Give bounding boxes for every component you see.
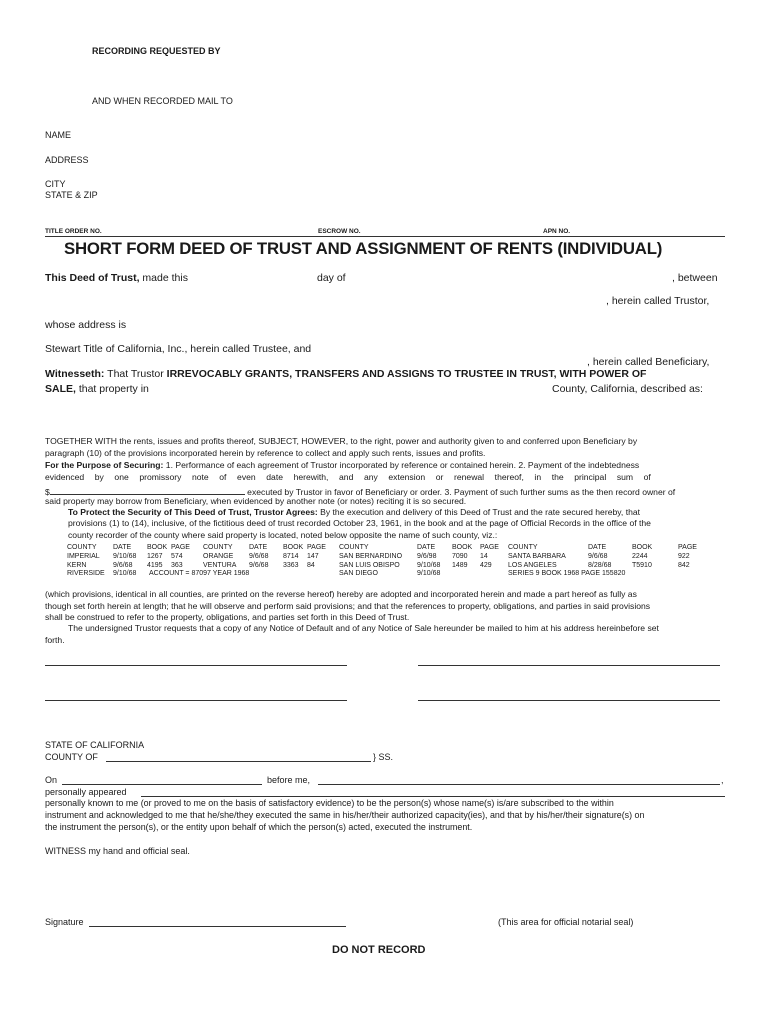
th: COUNTY	[67, 544, 97, 551]
trustor-signature-line-1[interactable]	[45, 665, 347, 666]
request-line-1: The undersigned Trustor requests that a copy of any Notice of Default and of any Notice of Sale hereunder be mailed to him at his address hereinbefore set	[68, 623, 659, 633]
th: DATE	[113, 544, 132, 551]
th: DATE	[588, 544, 607, 551]
cell: 7090	[452, 552, 468, 560]
cell: 9/10/68	[113, 552, 137, 560]
table-row	[67, 562, 708, 571]
protect-line-1	[68, 507, 640, 517]
cell: 14	[480, 552, 488, 560]
protect-bold: To Protect the Security of This Deed of Trust, Trustor Agrees:	[68, 507, 318, 517]
day-of-text: day of	[317, 272, 346, 284]
purpose-bold: For the Purpose of Securing:	[45, 460, 164, 470]
principal-sum-field[interactable]	[50, 484, 245, 495]
known-line-2: instrument and acknowledged to me that he/she/they executed the same in his/her/their authorized capacity(ies), and that by his/her/their signature(s) on	[45, 810, 645, 820]
witness-text: WITNESS my hand and official seal.	[45, 846, 190, 856]
th: BOOK	[632, 544, 653, 551]
cell: 9/6/68	[249, 561, 269, 569]
cell: KERN	[67, 561, 87, 569]
trustor-signature-line-4[interactable]	[418, 700, 720, 701]
cell: SAN DIEGO	[339, 570, 378, 578]
th: PAGE	[171, 544, 190, 551]
address-is-text: whose address is	[45, 319, 127, 331]
title-order-label: TITLE ORDER NO.	[45, 228, 102, 235]
notary-date-field[interactable]	[62, 784, 262, 785]
signature-label: Signature	[45, 917, 84, 927]
document-title: SHORT FORM DEED OF TRUST AND ASSIGNMENT OF RENTS (INDIVIDUAL)	[64, 239, 663, 258]
purpose-line-4: said property may borrow from Beneficiary, when evidenced by another note (or notes) reciting it is so secured.	[45, 496, 467, 506]
witnesseth-bold: Witnesseth:	[45, 368, 105, 380]
county-of-field[interactable]	[106, 761, 371, 762]
th: BOOK	[283, 544, 304, 551]
known-line-1: personally known to me (or proved to me on the basis of satisfactory evidence) to be the person(s) whose name(s) is/are subscribed to the within	[45, 798, 614, 808]
th: COUNTY	[203, 544, 233, 551]
cell: 9/10/68	[113, 570, 137, 578]
cell: VENTURA	[203, 561, 237, 569]
protect-line-2: provisions (1) to (14), inclusive, of the fictitious deed of trust recorded October 23, 1961, in the book and at the page of Official Records in the office of the	[68, 518, 651, 528]
known-line-3: the instrument the person(s), or the entity upon behalf of which the person(s) acted, executed the instrument.	[45, 822, 473, 832]
together-line-1: TOGETHER WITH the rents, issues and profits thereof, SUBJECT, HOWEVER, to the right, power and authority given to and conferred upon Beneficiary by	[45, 436, 638, 446]
cell: 4195	[147, 561, 163, 569]
series-note: SERIES 9 BOOK 1968 PAGE 155820	[508, 570, 626, 578]
th: PAGE	[307, 544, 326, 551]
sale-bold: SALE,	[45, 383, 76, 395]
grants-bold: IRREVOCABLY GRANTS, TRANSFERS AND ASSIGNS TO TRUSTEE IN TRUST, WITH POWER OF	[166, 368, 647, 380]
before-me-label: before me,	[267, 775, 311, 785]
cell: 1489	[452, 561, 468, 569]
made-this-text: made this	[139, 272, 188, 284]
appeared-name-field[interactable]	[141, 796, 725, 797]
county-table-header	[67, 544, 708, 553]
cell: SANTA BARBARA	[508, 552, 566, 560]
cell: 9/6/98	[417, 552, 437, 560]
trustor-text: , herein called Trustor,	[606, 295, 710, 307]
ss-label: } SS.	[373, 752, 394, 762]
which-line-1: (which provisions, identical in all counties, are printed on the reverse hereof) hereby are adopted and incorporated herein and made a part hereof as fully as	[45, 589, 637, 599]
state-zip-label: STATE & ZIP	[45, 190, 98, 200]
escrow-label: ESCROW NO.	[318, 228, 361, 235]
th: BOOK	[147, 544, 168, 551]
that-trustor-text: That Trustor	[104, 368, 167, 380]
cell: ORANGE	[203, 552, 234, 560]
cell: 8714	[283, 552, 299, 560]
together-line-2: paragraph (10) of the provisions incorporated herein by reference to collect and apply such rents, issues and profits.	[45, 448, 486, 458]
county-of-label: COUNTY OF	[45, 752, 98, 762]
property-in-text: that property in	[75, 383, 149, 395]
cell: 363	[171, 561, 183, 569]
cell: T5910	[632, 561, 652, 569]
th: PAGE	[480, 544, 499, 551]
sale-line	[45, 383, 149, 395]
cell: 922	[678, 552, 690, 560]
purpose-line-1	[45, 460, 639, 470]
trustee-text: Stewart Title of California, Inc., herein called Trustee, and	[45, 343, 312, 355]
cell: 574	[171, 552, 183, 560]
order-row-rule	[45, 236, 725, 237]
cell: 3363	[283, 561, 299, 569]
notary-name-field[interactable]	[318, 784, 720, 785]
city-label: CITY	[45, 179, 66, 189]
state-label: STATE OF CALIFORNIA	[45, 740, 145, 750]
deed-of-trust-bold: This Deed of Trust,	[45, 272, 140, 284]
name-label: NAME	[45, 130, 72, 140]
comma-text: ,	[721, 775, 724, 785]
th: DATE	[417, 544, 436, 551]
beneficiary-text: , herein called Beneficiary,	[587, 356, 710, 368]
cell: 429	[480, 561, 492, 569]
which-line-2: though set forth herein at length; that he will observe and perform said provisions; and that the references to property, obligations, and parties in said provisions	[45, 601, 651, 611]
between-text: , between	[672, 272, 718, 284]
cell: 842	[678, 561, 690, 569]
intro-line-1	[45, 272, 188, 284]
cell: 9/6/68	[588, 552, 608, 560]
cell: 147	[307, 552, 319, 560]
th: PAGE	[678, 544, 697, 551]
protect-line-3: county recorder of the county where said property is located, noted below opposite the name of such county, viz.:	[68, 530, 498, 540]
seal-area-label: (This area for official notarial seal)	[498, 917, 634, 927]
purpose-text-1: 1. Performance of each agreement of Trustor incorporated by reference or contained herein. 2. Payment of the indebtedness	[163, 460, 640, 470]
county-described-text: County, California, described as:	[552, 383, 703, 395]
on-label: On	[45, 775, 58, 785]
cell: 9/10/68	[417, 561, 441, 569]
recording-requested-label: RECORDING REQUESTED BY	[92, 46, 221, 56]
table-row	[67, 553, 708, 562]
cell: SAN BERNARDINO	[339, 552, 403, 560]
county-table	[67, 544, 708, 579]
apn-label: APN NO.	[543, 228, 571, 235]
th: COUNTY	[339, 544, 369, 551]
which-line-3: shall be construed to refer to the property, obligations, and parties set forth in this Deed of Trust.	[45, 612, 410, 622]
table-row	[67, 570, 708, 579]
cell: 2244	[632, 552, 648, 560]
notary-signature-field[interactable]	[89, 926, 346, 927]
account-note: ACCOUNT = 87097 YEAR 1968	[149, 570, 250, 578]
cell: 9/6/68	[113, 561, 133, 569]
th: BOOK	[452, 544, 473, 551]
cell: RIVERSIDE	[67, 570, 105, 578]
purpose-text-3: executed by Trustor in favor of Beneficiary or order. 3. Payment of such further sums as the then record owner of	[244, 487, 676, 497]
cell: 9/10/68	[417, 570, 441, 578]
th: DATE	[249, 544, 268, 551]
protect-text-1: By the execution and delivery of this Deed of Trust and the rate secured hereby, that	[317, 507, 641, 517]
do-not-record-label: DO NOT RECORD	[332, 944, 426, 956]
cell: 8/28/68	[588, 561, 612, 569]
trustor-signature-line-3[interactable]	[45, 700, 347, 701]
th: COUNTY	[508, 544, 538, 551]
address-label: ADDRESS	[45, 155, 89, 165]
personally-appeared-label: personally appeared	[45, 787, 127, 797]
cell: SAN LUIS OBISPO	[339, 561, 400, 569]
cell: 9/6/68	[249, 552, 269, 560]
dollar-sign: $	[45, 487, 50, 497]
cell: 84	[307, 561, 315, 569]
cell: LOS ANGELES	[508, 561, 557, 569]
witnesseth-line	[45, 368, 646, 380]
cell: 1267	[147, 552, 163, 560]
cell: IMPERIAL	[67, 552, 100, 560]
trustor-signature-line-2[interactable]	[418, 665, 720, 666]
purpose-line-2: evidenced by one promissory note of even date herewith, and any extension or renewal thereof, in the principal sum of	[45, 472, 651, 482]
when-recorded-label: AND WHEN RECORDED MAIL TO	[92, 96, 233, 106]
request-line-2: forth.	[45, 635, 65, 645]
